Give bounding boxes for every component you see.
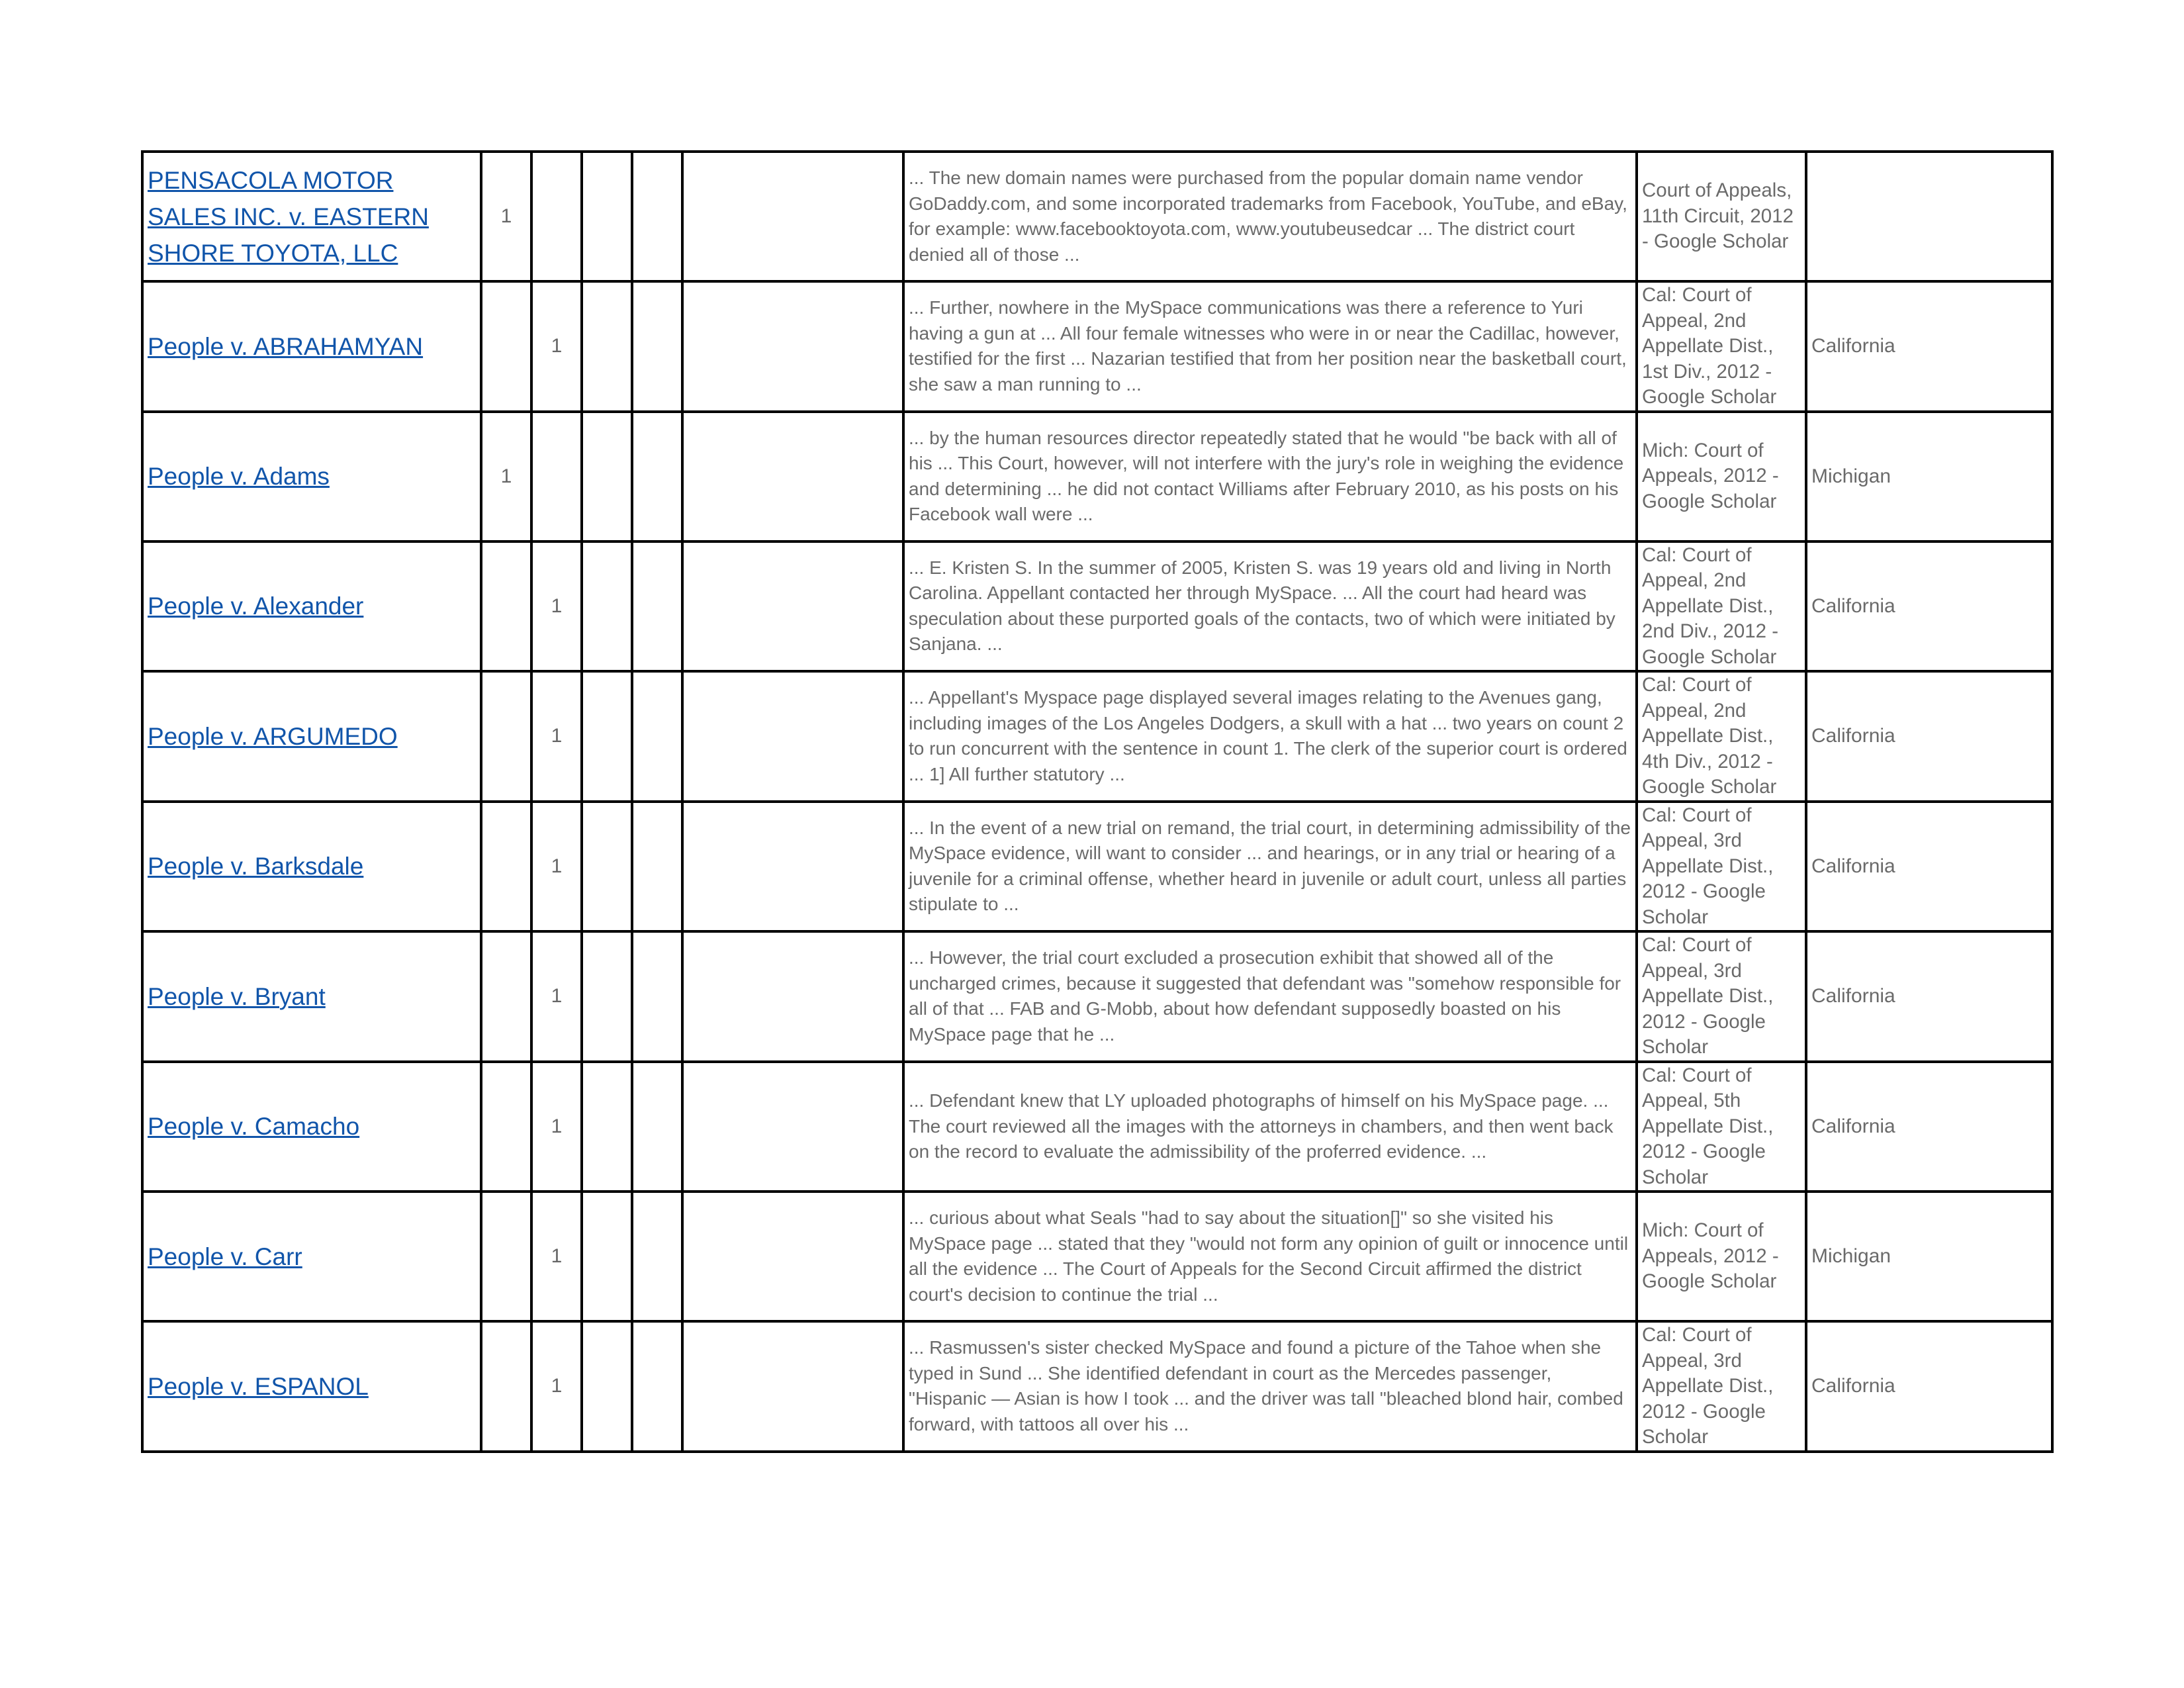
case-link[interactable]: People v. Alexander <box>148 592 364 620</box>
count-cell: 1 <box>531 1321 582 1452</box>
case-name-cell <box>142 152 481 281</box>
state-cell: California <box>1806 1321 2052 1452</box>
table-body <box>142 152 2052 1452</box>
count-cell <box>682 412 903 541</box>
snippet-cell: ... In the event of a new trial on remand, the trial court, in determining admissibility of the MySpace evidence, will want to consider ... and hearings, or in any trial or hearing of a juvenile for a criminal offense, whether heard in juvenile or adult court, unless all parties stipulate to ... <box>903 802 1637 932</box>
count-cell <box>481 1321 531 1452</box>
count-cell <box>632 802 682 932</box>
case-name-cell <box>142 281 481 412</box>
case-table <box>141 150 2054 1453</box>
case-link[interactable]: People v. Camacho <box>148 1113 360 1141</box>
case-name-cell <box>142 931 481 1062</box>
case-name-cell <box>142 1062 481 1192</box>
state-cell <box>1806 152 2052 281</box>
table-row <box>142 802 2052 932</box>
case-link[interactable]: People v. Carr <box>148 1243 302 1270</box>
court-cell: Cal: Court of Appeal, 3rd Appellate Dist., 2012 - Google Scholar <box>1637 931 1806 1062</box>
court-cell: Court of Appeals, 11th Circuit, 2012 - Google Scholar <box>1637 152 1806 281</box>
snippet-cell: ... Further, nowhere in the MySpace communications was there a reference to Yuri having a gun at ... All four female witnesses who were in or near the Cadillac, however, testified for the first ... Nazarian testified that from her position near the basketball court, she saw a man running to ... <box>903 281 1637 412</box>
count-cell <box>682 281 903 412</box>
case-name-cell <box>142 412 481 541</box>
case-link[interactable]: People v. ARGUMEDO <box>148 722 398 750</box>
court-cell: Cal: Court of Appeal, 3rd Appellate Dist., 2012 - Google Scholar <box>1637 1321 1806 1452</box>
count-cell <box>582 1062 632 1192</box>
count-cell <box>481 1192 531 1321</box>
court-cell: Cal: Court of Appeal, 3rd Appellate Dist., 2012 - Google Scholar <box>1637 802 1806 932</box>
case-name-cell <box>142 802 481 932</box>
table-row <box>142 671 2052 802</box>
count-cell <box>582 671 632 802</box>
count-cell <box>481 1062 531 1192</box>
count-cell <box>682 1321 903 1452</box>
snippet-cell: ... E. Kristen S. In the summer of 2005, Kristen S. was 19 years old and living in North Carolina. Appellant contacted her through MySpace. ... All the court had heard was speculation about these purported goals of the contacts, two of which were initiated by Sanjana. ... <box>903 541 1637 672</box>
state-cell: Michigan <box>1806 1192 2052 1321</box>
count-cell <box>632 1321 682 1452</box>
table-row <box>142 1321 2052 1452</box>
state-cell: California <box>1806 802 2052 932</box>
court-cell: Mich: Court of Appeals, 2012 - Google Scholar <box>1637 412 1806 541</box>
table-row <box>142 152 2052 281</box>
count-cell: 1 <box>481 412 531 541</box>
count-cell <box>481 802 531 932</box>
snippet-cell: ... Rasmussen's sister checked MySpace and found a picture of the Tahoe when she typed in Sund ... She identified defendant in court as the Mercedes passenger, "Hispanic — Asian is how I took ... and the driver was tall "bleached blond hair, combed forward, with tattoos all over his ... <box>903 1321 1637 1452</box>
case-link[interactable]: People v. Barksdale <box>148 853 364 880</box>
count-cell <box>582 931 632 1062</box>
state-cell: California <box>1806 541 2052 672</box>
case-link[interactable]: People v. ABRAHAMYAN <box>148 332 424 360</box>
case-link[interactable]: PENSACOLA MOTOR SALES INC. v. EASTERN SHORE TOYOTA, LLC <box>148 166 429 267</box>
case-link[interactable]: People v. Bryant <box>148 982 326 1010</box>
table-row <box>142 931 2052 1062</box>
state-cell: California <box>1806 281 2052 412</box>
table-row <box>142 1192 2052 1321</box>
table-row <box>142 412 2052 541</box>
count-cell <box>582 281 632 412</box>
count-cell <box>682 802 903 932</box>
table-row <box>142 1062 2052 1192</box>
case-name-cell <box>142 1321 481 1452</box>
count-cell <box>682 671 903 802</box>
count-cell <box>632 1062 682 1192</box>
snippet-cell: ... The new domain names were purchased from the popular domain name vendor GoDaddy.com, and some incorporated trademarks from Facebook, YouTube, and eBay, for example: www.facebooktoyota.com, www.youtubeusedcar ... The district court denied all of those ... <box>903 152 1637 281</box>
count-cell <box>682 1062 903 1192</box>
count-cell <box>582 1321 632 1452</box>
snippet-cell: ... Defendant knew that LY uploaded photographs of himself on his MySpace page. ... The court reviewed all the images with the attorneys in chambers, and then went back on the record to evaluate the admissibility of the proferred evidence. ... <box>903 1062 1637 1192</box>
case-link[interactable]: People v. ESPANOL <box>148 1372 369 1400</box>
count-cell: 1 <box>531 931 582 1062</box>
count-cell <box>481 281 531 412</box>
count-cell: 1 <box>531 802 582 932</box>
count-cell <box>632 152 682 281</box>
snippet-cell: ... by the human resources director repeatedly stated that he would "be back with all of his ... This Court, however, will not interfere with the jury's role in weighing the evidence and determining ... he did not contact Williams after February 2010, as his posts on his Facebook wall were ... <box>903 412 1637 541</box>
count-cell <box>682 152 903 281</box>
count-cell <box>632 931 682 1062</box>
count-cell: 1 <box>531 281 582 412</box>
court-cell: Cal: Court of Appeal, 2nd Appellate Dist., 1st Div., 2012 - Google Scholar <box>1637 281 1806 412</box>
count-cell <box>582 541 632 672</box>
count-cell <box>682 541 903 672</box>
table-row <box>142 281 2052 412</box>
count-cell: 1 <box>481 152 531 281</box>
count-cell <box>632 281 682 412</box>
count-cell: 1 <box>531 1192 582 1321</box>
table-row <box>142 541 2052 672</box>
count-cell <box>582 412 632 541</box>
count-cell <box>632 541 682 672</box>
count-cell <box>481 541 531 672</box>
count-cell <box>682 931 903 1062</box>
count-cell <box>582 152 632 281</box>
count-cell <box>481 931 531 1062</box>
count-cell: 1 <box>531 671 582 802</box>
case-name-cell <box>142 1192 481 1321</box>
case-name-cell <box>142 671 481 802</box>
count-cell: 1 <box>531 541 582 672</box>
count-cell <box>481 671 531 802</box>
court-cell: Cal: Court of Appeal, 5th Appellate Dist., 2012 - Google Scholar <box>1637 1062 1806 1192</box>
snippet-cell: ... However, the trial court excluded a prosecution exhibit that showed all of the uncharged crimes, because it suggested that defendant was "somehow responsible for all of that ... FAB and G-Mobb, about how defendant supposedly boasted on his MySpace page that he ... <box>903 931 1637 1062</box>
snippet-cell: ... curious about what Seals "had to say about the situation[]" so she visited his MySpace page ... stated that they "would not form any opinion of guilt or innocence until all the evidence ... The Court of Appeals for the Second Circuit affirmed the district court's decision to continue the trial ... <box>903 1192 1637 1321</box>
court-cell: Cal: Court of Appeal, 2nd Appellate Dist., 4th Div., 2012 - Google Scholar <box>1637 671 1806 802</box>
snippet-cell: ... Appellant's Myspace page displayed several images relating to the Avenues gang, including images of the Los Angeles Dodgers, a skull with a hat ... two years on count 2 to run concurrent with the sentence in count 1. The clerk of the superior court is ordered ... 1] All further statutory ... <box>903 671 1637 802</box>
count-cell <box>531 152 582 281</box>
count-cell <box>632 412 682 541</box>
court-cell: Cal: Court of Appeal, 2nd Appellate Dist., 2nd Div., 2012 - Google Scholar <box>1637 541 1806 672</box>
count-cell <box>582 1192 632 1321</box>
state-cell: California <box>1806 931 2052 1062</box>
count-cell <box>531 412 582 541</box>
count-cell: 1 <box>531 1062 582 1192</box>
state-cell: California <box>1806 1062 2052 1192</box>
state-cell: Michigan <box>1806 412 2052 541</box>
case-link[interactable]: People v. Adams <box>148 463 330 490</box>
state-cell: California <box>1806 671 2052 802</box>
court-cell: Mich: Court of Appeals, 2012 - Google Scholar <box>1637 1192 1806 1321</box>
count-cell <box>632 1192 682 1321</box>
count-cell <box>632 671 682 802</box>
count-cell <box>582 802 632 932</box>
case-name-cell <box>142 541 481 672</box>
count-cell <box>682 1192 903 1321</box>
